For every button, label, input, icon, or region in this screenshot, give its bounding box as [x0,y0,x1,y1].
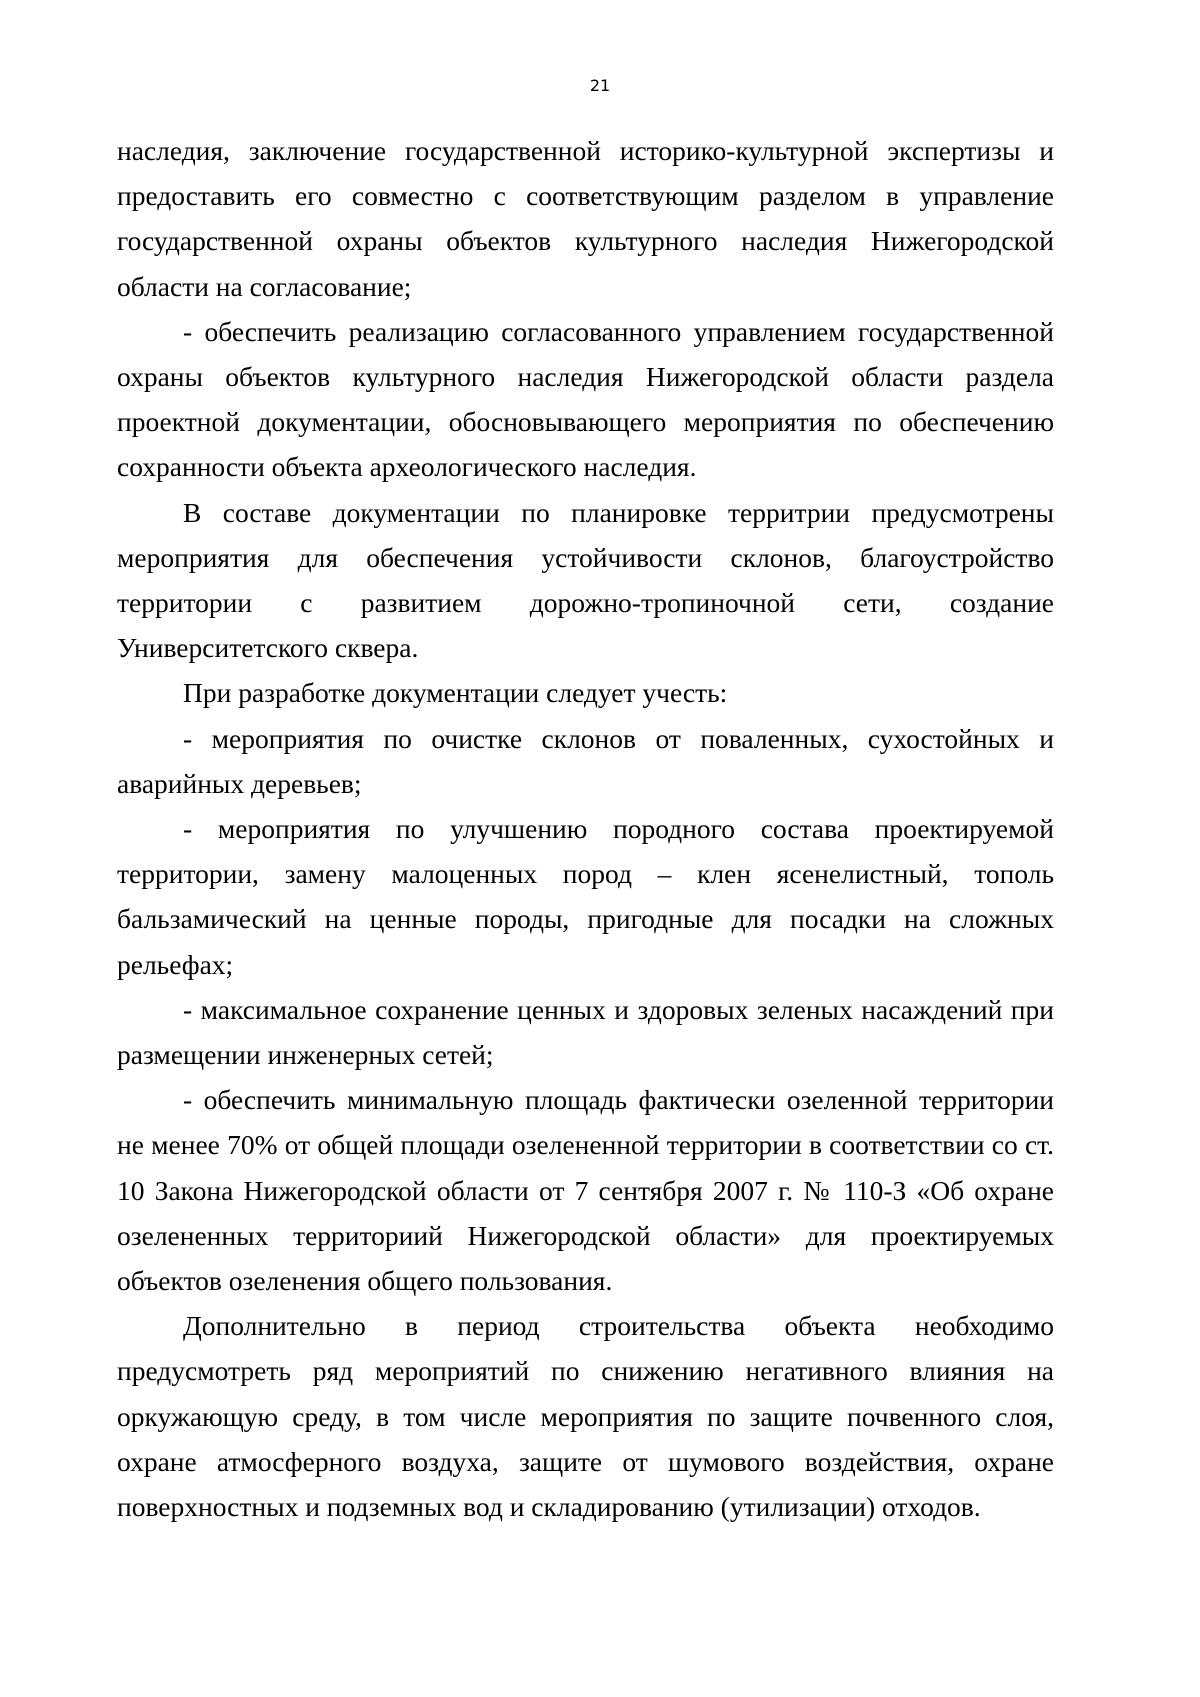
paragraph: В составе документации по планировке территрии предусмотрены мероприятия для обеспечения устойчивости склонов, благоустройство территории с развитием дорожно-тропиночной сети, создание Университетского сквера. [117,496,1054,664]
paragraph: - максимальное сохранение ценных и здоровых зеленых насаждений при размещении инженерных сетей; [117,993,1054,1071]
paragraph: При разработке документации следует учесть: [183,677,728,709]
paragraph: Дополнительно в период строительства объекта необходимо предусмотреть ряд мероприятий по снижению негативного влияния на оркужающую среду, в том числе мероприятия по защите почвенного слоя, охране атмосферного воздуха, защите от шумового воздействия, охране поверхностных и подземных вод и складированию (утилизации) отходов. [117,1310,1054,1523]
paragraph: - мероприятия по очистке склонов от поваленных, сухостойных и аварийных деревьев; [117,722,1054,799]
paragraph: - обеспечить минимальную площадь фактически озеленной территории не менее 70% от общей площади озелененной территории в соответствии со ст. 10 Закона Нижегородской области от 7 сентября 2007 г. № 110-З «Об охране озелененных территориий Нижегородской области» для проектируемых объектов озеленения общего пользования. [117,1084,1054,1297]
document-body [117,128,1054,1529]
paragraph: наследия, заключение государственной историко-культурной экспертизы и предоставить его совместно с соответствующим разделом в управление государственной охраны объектов культурного наследия Нижегородской области на согласование; [117,135,1054,302]
paragraph: - мероприятия по улучшению породного состава проектируемой территории, замену малоценных пород – клен ясенелистный, тополь бальзамический на ценные породы, пригодные для посадки на сложных рельефах; [117,813,1054,980]
paragraph: - обеспечить реализацию согласованного управлением государственной охраны объектов культурного наследия Нижегородской области раздела проектной документации, обосновывающего мероприятия по обеспечению сохранности объекта археологического наследия. [117,315,1054,483]
page-number: 21 [589,76,611,95]
